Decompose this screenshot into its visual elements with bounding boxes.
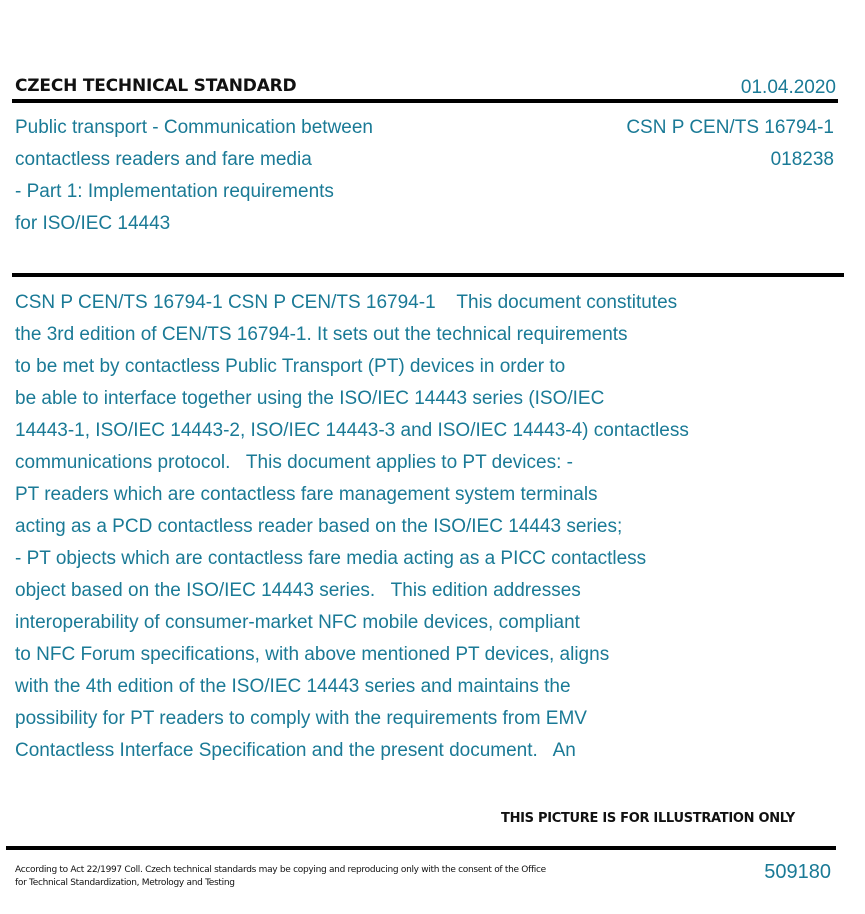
legal-notice: [15, 864, 546, 890]
abstract-line: to be met by contactless Public Transport (PT) devices in order to: [15, 356, 566, 377]
title-line: contactless readers and fare media: [15, 149, 312, 170]
abstract-line: interoperability of consumer-market NFC mobile devices, compliant: [15, 612, 580, 633]
abstract-line: with the 4th edition of the ISO/IEC 14443 series and maintains the: [15, 676, 571, 697]
designation-block: [626, 112, 834, 176]
abstract-line: 14443-1, ISO/IEC 14443-2, ISO/IEC 14443-3 and ISO/IEC 14443-4) contactless: [15, 420, 689, 441]
legal-line: According to Act 22/1997 Coll. Czech technical standards may be copying and reproducing only with the consent of the Office: [15, 865, 546, 875]
standard-type-heading: CZECH TECHNICAL STANDARD: [15, 76, 297, 96]
top-divider: [12, 99, 838, 103]
title-line: for ISO/IEC 14443: [15, 213, 171, 234]
abstract-line: CSN P CEN/TS 16794-1 CSN P CEN/TS 16794-1 This document constitutes: [15, 292, 678, 313]
standard-title: [15, 112, 455, 240]
abstract-line: the 3rd edition of CEN/TS 16794-1. It sets out the technical requirements: [15, 324, 628, 345]
standard-designation: CSN P CEN/TS 16794-1: [626, 117, 834, 138]
abstract-line: PT readers which are contactless fare management system terminals: [15, 484, 598, 505]
abstract-line: object based on the ISO/IEC 14443 series. This edition addresses: [15, 580, 581, 601]
abstract-line: acting as a PCD contactless reader based on the ISO/IEC 14443 series;: [15, 516, 623, 537]
catalog-number: 018238: [770, 149, 834, 170]
abstract-line: - PT objects which are contactless fare media acting as a PICC contactless: [15, 548, 647, 569]
title-line: Public transport - Communication between: [15, 117, 374, 138]
illustration-note: THIS PICTURE IS FOR ILLUSTRATION ONLY: [501, 811, 795, 826]
publication-date: 01.04.2020: [740, 77, 836, 98]
bottom-divider: [6, 846, 836, 850]
abstract-line: to NFC Forum specifications, with above mentioned PT devices, aligns: [15, 644, 610, 665]
middle-divider: [12, 273, 844, 277]
abstract-text: [15, 287, 805, 767]
legal-line: for Technical Standardization, Metrology and Testing: [15, 878, 235, 888]
abstract-line: Contactless Interface Specification and the present document. An: [15, 740, 576, 761]
footer-number: 509180: [764, 861, 831, 883]
abstract-line: communications protocol. This document applies to PT devices: -: [15, 452, 573, 473]
abstract-line: possibility for PT readers to comply with the requirements from EMV: [15, 708, 587, 729]
abstract-line: be able to interface together using the ISO/IEC 14443 series (ISO/IEC: [15, 388, 605, 409]
title-line: - Part 1: Implementation requirements: [15, 181, 334, 202]
